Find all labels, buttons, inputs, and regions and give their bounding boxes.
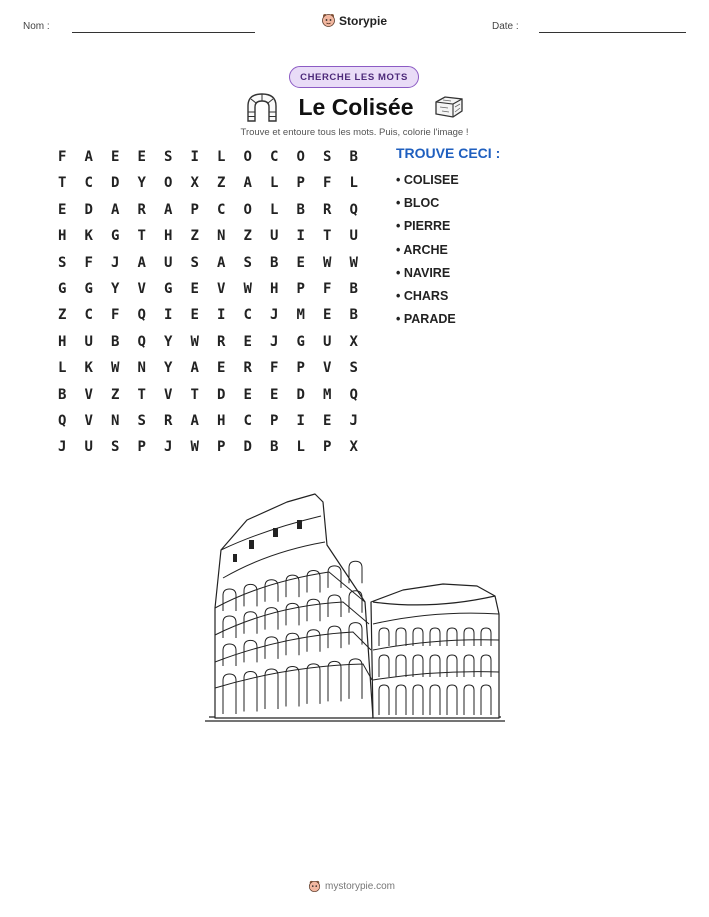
grid-letter: P	[323, 439, 332, 456]
grid-letter: B	[270, 439, 279, 456]
grid-letter: M	[323, 386, 332, 403]
grid-letter: D	[243, 439, 252, 456]
grid-letter: X	[349, 439, 358, 456]
grid-letter: G	[111, 228, 120, 245]
grid-letter: B	[349, 307, 358, 324]
grid-letter: O	[164, 175, 173, 192]
name-label: Nom :	[23, 21, 50, 32]
grid-letter: B	[58, 386, 67, 403]
grid-letter: X	[190, 175, 199, 192]
grid-letter: B	[349, 280, 358, 297]
footer	[308, 880, 395, 893]
grid-letter: P	[296, 280, 305, 297]
grid-letter: C	[243, 412, 252, 429]
grid-letter: C	[84, 307, 93, 324]
grid-letter: K	[84, 360, 93, 377]
grid-letter: F	[111, 307, 120, 324]
grid-letter: D	[217, 386, 226, 403]
grid-letter: Q	[58, 412, 67, 429]
grid-letter: W	[349, 254, 358, 271]
grid-letter: U	[323, 333, 332, 350]
grid-letter: N	[217, 228, 226, 245]
grid-letter: P	[137, 439, 146, 456]
grid-letter: C	[217, 201, 226, 218]
grid-letter: S	[111, 439, 120, 456]
word-list-title: TROUVE CECI :	[396, 145, 501, 161]
grid-letter: V	[323, 360, 332, 377]
grid-letter: I	[296, 228, 305, 245]
brand-logo	[321, 13, 387, 28]
grid-letter: F	[58, 149, 67, 165]
grid-letter: Q	[349, 201, 358, 218]
word-item: • PARADE	[396, 312, 456, 327]
grid-letter: E	[58, 201, 67, 218]
grid-letter: Y	[164, 360, 173, 377]
word-list	[396, 171, 459, 333]
word-item: • BLOC	[396, 196, 440, 211]
grid-letter: G	[296, 333, 305, 350]
word-item: • COLISEE	[396, 173, 459, 187]
storypie-mascot-icon	[321, 13, 336, 28]
grid-letter: Z	[243, 228, 252, 245]
grid-letter: Z	[217, 175, 226, 192]
grid-letter: S	[137, 412, 146, 429]
grid-letter: A	[190, 360, 199, 377]
grid-letter: O	[296, 149, 305, 165]
grid-letter: H	[58, 333, 67, 350]
grid-letter: S	[349, 360, 358, 377]
grid-letter: L	[270, 175, 279, 192]
date-label: Date :	[492, 21, 519, 32]
grid-letter: G	[58, 280, 67, 297]
grid-letter: U	[84, 333, 93, 350]
grid-letter: M	[296, 307, 305, 324]
stone-arch-icon	[245, 92, 279, 122]
grid-letter: Z	[58, 307, 67, 324]
grid-letter: J	[58, 439, 67, 456]
grid-letter: E	[190, 280, 199, 297]
grid-letter: T	[323, 228, 332, 245]
grid-letter: P	[296, 360, 305, 377]
grid-letter: W	[323, 254, 332, 271]
grid-letter: E	[137, 149, 146, 165]
grid-letter: I	[217, 307, 226, 324]
grid-letter: I	[296, 412, 305, 429]
word-item: • PIERRE	[396, 219, 451, 234]
grid-letter: F	[84, 254, 93, 271]
grid-letter: W	[111, 360, 120, 377]
word-search-grid	[49, 147, 367, 464]
grid-letter: U	[84, 439, 93, 456]
grid-letter: F	[270, 360, 279, 377]
grid-letter: A	[217, 254, 226, 271]
grid-letter: D	[296, 386, 305, 403]
grid-letter: H	[58, 228, 67, 245]
grid-letter: B	[270, 254, 279, 271]
grid-letter: R	[217, 333, 226, 350]
grid-letter: Z	[190, 228, 199, 245]
grid-letter: Q	[349, 386, 358, 403]
grid-letter: L	[58, 360, 67, 377]
word-item: • CHARS	[396, 288, 449, 303]
grid-letter: X	[349, 333, 358, 350]
title-row	[245, 90, 465, 124]
grid-letter: A	[164, 201, 173, 218]
footer-url: mystorypie.com	[325, 881, 396, 892]
brand-name: Storypie	[339, 13, 388, 28]
grid-letter: H	[270, 280, 279, 297]
grid-letter: E	[243, 333, 252, 350]
grid-letter: P	[296, 175, 305, 192]
grid-letter: V	[84, 386, 93, 403]
grid-letter: J	[270, 333, 279, 350]
grid-letter: R	[243, 360, 252, 377]
grid-letter: S	[190, 254, 199, 271]
grid-letter: O	[243, 201, 252, 218]
grid-letter: S	[164, 149, 173, 165]
word-item: • NAVIRE	[396, 265, 451, 280]
grid-letter: Y	[137, 175, 146, 192]
grid-letter: P	[270, 412, 279, 429]
activity-badge: CHERCHE LES MOTS	[289, 66, 419, 88]
grid-letter: G	[164, 280, 173, 297]
grid-letter: S	[243, 254, 252, 271]
grid-letter: E	[323, 307, 332, 324]
grid-letter: D	[84, 201, 93, 218]
grid-letter: H	[164, 228, 173, 245]
grid-letter: L	[270, 201, 279, 218]
grid-letter: R	[323, 201, 332, 218]
grid-letter: E	[243, 386, 252, 403]
grid-letter: U	[164, 254, 173, 271]
colosseum-illustration	[203, 490, 508, 725]
grid-letter: K	[84, 228, 93, 245]
grid-letter: J	[111, 254, 120, 271]
grid-letter: E	[296, 254, 305, 271]
grid-letter: Y	[111, 280, 120, 297]
grid-letter: G	[84, 280, 93, 297]
grid-letter: U	[270, 228, 279, 245]
grid-letter: I	[164, 307, 173, 324]
grid-letter: N	[137, 360, 146, 377]
storypie-mascot-icon	[308, 880, 321, 893]
grid-letter: J	[270, 307, 279, 324]
page-title: Le Colisée	[298, 93, 414, 120]
grid-letter: A	[243, 175, 252, 192]
grid-letter: E	[270, 386, 279, 403]
grid-letter: B	[111, 333, 120, 350]
grid-letter: J	[349, 412, 358, 429]
grid-letter: S	[323, 149, 332, 165]
grid-letter: P	[217, 439, 226, 456]
grid-letter: A	[190, 412, 199, 429]
grid-letter: H	[217, 412, 226, 429]
grid-letter: F	[323, 175, 332, 192]
word-item: • ARCHE	[396, 242, 448, 257]
grid-letter: W	[190, 439, 199, 456]
grid-letter: E	[190, 307, 199, 324]
grid-letter: A	[84, 149, 93, 165]
grid-letter: E	[217, 360, 226, 377]
grid-letter: B	[349, 149, 358, 165]
grid-letter: P	[190, 201, 199, 218]
grid-letter: V	[217, 280, 226, 297]
grid-letter: J	[164, 439, 173, 456]
grid-letter: T	[137, 386, 146, 403]
grid-letter: W	[190, 333, 199, 350]
grid-letter: B	[296, 201, 305, 218]
grid-letter: V	[84, 412, 93, 429]
grid-letter: E	[111, 149, 120, 165]
grid-letter: V	[137, 280, 146, 297]
grid-letter: F	[323, 280, 332, 297]
grid-letter: E	[323, 412, 332, 429]
grid-letter: Y	[164, 333, 173, 350]
grid-letter: T	[58, 175, 67, 192]
grid-letter: T	[137, 228, 146, 245]
grid-letter: S	[58, 254, 67, 271]
grid-letter: V	[164, 386, 173, 403]
grid-letter: C	[84, 175, 93, 192]
date-line	[539, 32, 686, 33]
grid-letter: U	[349, 228, 358, 245]
stone-block-icon	[433, 94, 465, 120]
grid-letter: C	[243, 307, 252, 324]
grid-letter: C	[270, 149, 279, 165]
grid-letter: Q	[137, 333, 146, 350]
instructions: Trouve et entoure tous les mots. Puis, colorie l'image !	[240, 127, 469, 138]
grid-letter: A	[111, 201, 120, 218]
grid-letter: Z	[111, 386, 120, 403]
grid-letter: D	[111, 175, 120, 192]
grid-letter: O	[243, 149, 252, 165]
grid-letter: L	[349, 175, 358, 192]
grid-letter: N	[111, 412, 120, 429]
grid-letter: L	[296, 439, 305, 456]
grid-letter: R	[137, 201, 146, 218]
grid-letter: Q	[137, 307, 146, 324]
grid-letter: L	[217, 149, 226, 165]
grid-letter: W	[243, 280, 252, 297]
grid-letter: T	[190, 386, 199, 403]
grid-letter: I	[190, 149, 199, 165]
name-line	[72, 32, 255, 33]
grid-letter: R	[164, 412, 173, 429]
grid-letter: A	[137, 254, 146, 271]
